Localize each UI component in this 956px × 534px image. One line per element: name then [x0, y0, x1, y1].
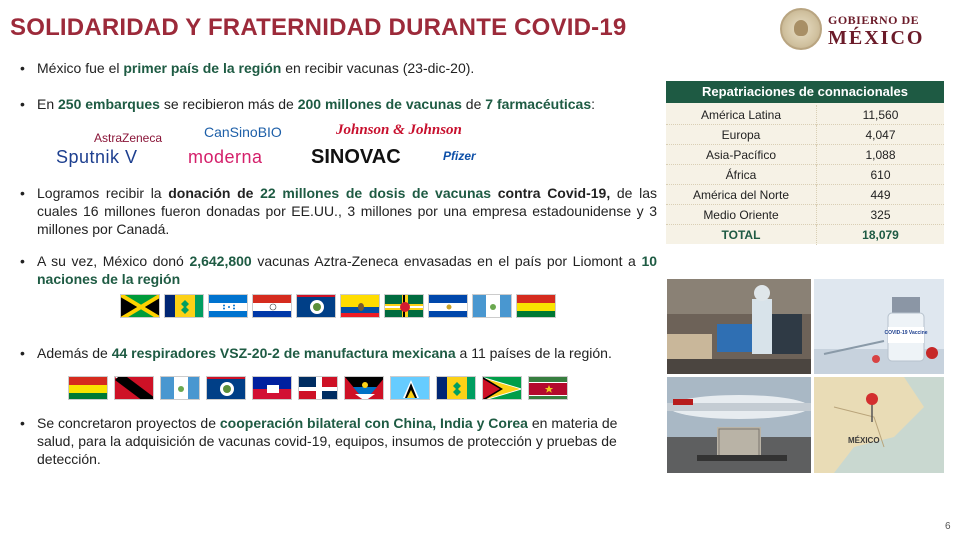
- logo-text-line2: MÉXICO: [828, 27, 925, 49]
- map-mexico-label: MÉXICO: [848, 436, 880, 445]
- suriname-flag-icon: [528, 376, 568, 400]
- table-row: América Latina 11,560: [666, 105, 944, 125]
- bolivia-flag-icon: [516, 294, 556, 318]
- photo-map-pin-mexico: [814, 377, 944, 473]
- dominica-flag-icon: [384, 294, 424, 318]
- bullet-dot: •: [20, 60, 25, 76]
- pfizer-logo: Pfizer: [443, 149, 476, 163]
- bullet-vaccine-shipments: • En 250 embarques se recibieron más de 200 millones de vacunas de 7 farmacéuticas:: [20, 96, 595, 112]
- bullet-dot: •: [20, 96, 25, 112]
- bolivia-flag-icon: [68, 376, 108, 400]
- saint-vincent-flag-icon: [164, 294, 204, 318]
- guatemala-flag-icon: [472, 294, 512, 318]
- table-row: Medio Oriente 325: [666, 205, 944, 225]
- sputnik-v-logo: Sputnik V: [56, 147, 138, 167]
- repatriation-table: [666, 81, 944, 244]
- table-header: Repatriaciones de connacionales: [666, 81, 944, 103]
- bullet-dot: •: [20, 345, 25, 361]
- johnson-and-johnson-logo: Johnson & Johnson: [336, 122, 462, 138]
- table-total-row: TOTAL 18,079: [666, 225, 944, 245]
- antigua-and-barbuda-flag-icon: [344, 376, 384, 400]
- photo-vaccine-workers: [667, 279, 811, 374]
- belize-flag-icon: [296, 294, 336, 318]
- saint-vincent-flag-icon: [436, 376, 476, 400]
- saint-lucia-flag-icon: [390, 376, 430, 400]
- sinovac-logo: SINOVAC: [311, 146, 401, 168]
- table-row: Asia-Pacífico 1,088: [666, 145, 944, 165]
- page-title: SOLIDARIDAD Y FRATERNIDAD DURANTE COVID-19: [10, 14, 627, 41]
- bullet-dot: •: [20, 253, 25, 269]
- jamaica-flag-icon: [120, 294, 160, 318]
- photo-cargo-plane: [667, 377, 811, 473]
- table-row: África 610: [666, 165, 944, 185]
- paraguay-flag-icon: [252, 294, 292, 318]
- vial-label-text: COVID-19 Vaccine: [884, 330, 928, 336]
- gobierno-de-mexico-logo: [780, 8, 950, 52]
- belize-flag-icon: [206, 376, 246, 400]
- guyana-flag-icon: [482, 376, 522, 400]
- page-number: 6: [945, 521, 951, 532]
- ecuador-flag-icon: [340, 294, 380, 318]
- bullet-dot: •: [20, 185, 25, 201]
- dominican-republic-flag-icon: [298, 376, 338, 400]
- bullet-respirators: • Además de 44 respiradores VSZ-20-2 de manufactura mexicana a 11 países de la región.: [20, 345, 612, 361]
- astrazeneca-logo: AstraZeneca: [94, 131, 163, 145]
- flags-row-vaccine-recipients: [120, 294, 560, 318]
- moderna-logo: moderna: [188, 147, 263, 167]
- bullet-bilateral-cooperation: • Se concretaron proyectos de cooperación bilateral con China, India y Corea en materia de salud, para la adquisición de vacunas covid-19, equipos, insumos de protección y pruebas de detección.: [20, 415, 618, 467]
- bullet-vaccine-donation: • Logramos recibir la donación de 22 millones de dosis de vacunas contra Covid-19, de las cuales 16 millones fueron donadas por EE.UU., 3 millones por una empresa estadounidense y 3 millones por Canadá.: [20, 185, 658, 237]
- bullet-first-country: • México fue el primer país de la región en recibir vacunas (23-dic-20).: [20, 60, 475, 76]
- bullet-mexico-donation: • A su vez, México donó 2,642,800 vacunas Aztra-Zeneca envasadas en el país por Liomont a 10 naciones de la región: [20, 253, 658, 287]
- guatemala-flag-icon: [160, 376, 200, 400]
- national-seal-icon: [780, 8, 822, 50]
- bullet-dot: •: [20, 415, 25, 431]
- haiti-flag-icon: [252, 376, 292, 400]
- trinidad-and-tobago-flag-icon: [114, 376, 154, 400]
- logo-text-line1: GOBIERNO DE: [828, 13, 920, 27]
- el-salvador-flag-icon: [428, 294, 468, 318]
- photo-covid-vaccine-vial: [814, 279, 944, 374]
- table-row: Europa 4,047: [666, 125, 944, 145]
- honduras-flag-icon: [208, 294, 248, 318]
- flags-row-respirator-recipients: [68, 376, 588, 400]
- table-row: América del Norte 449: [666, 185, 944, 205]
- cansinobio-logo: CanSinoBIO: [204, 124, 282, 140]
